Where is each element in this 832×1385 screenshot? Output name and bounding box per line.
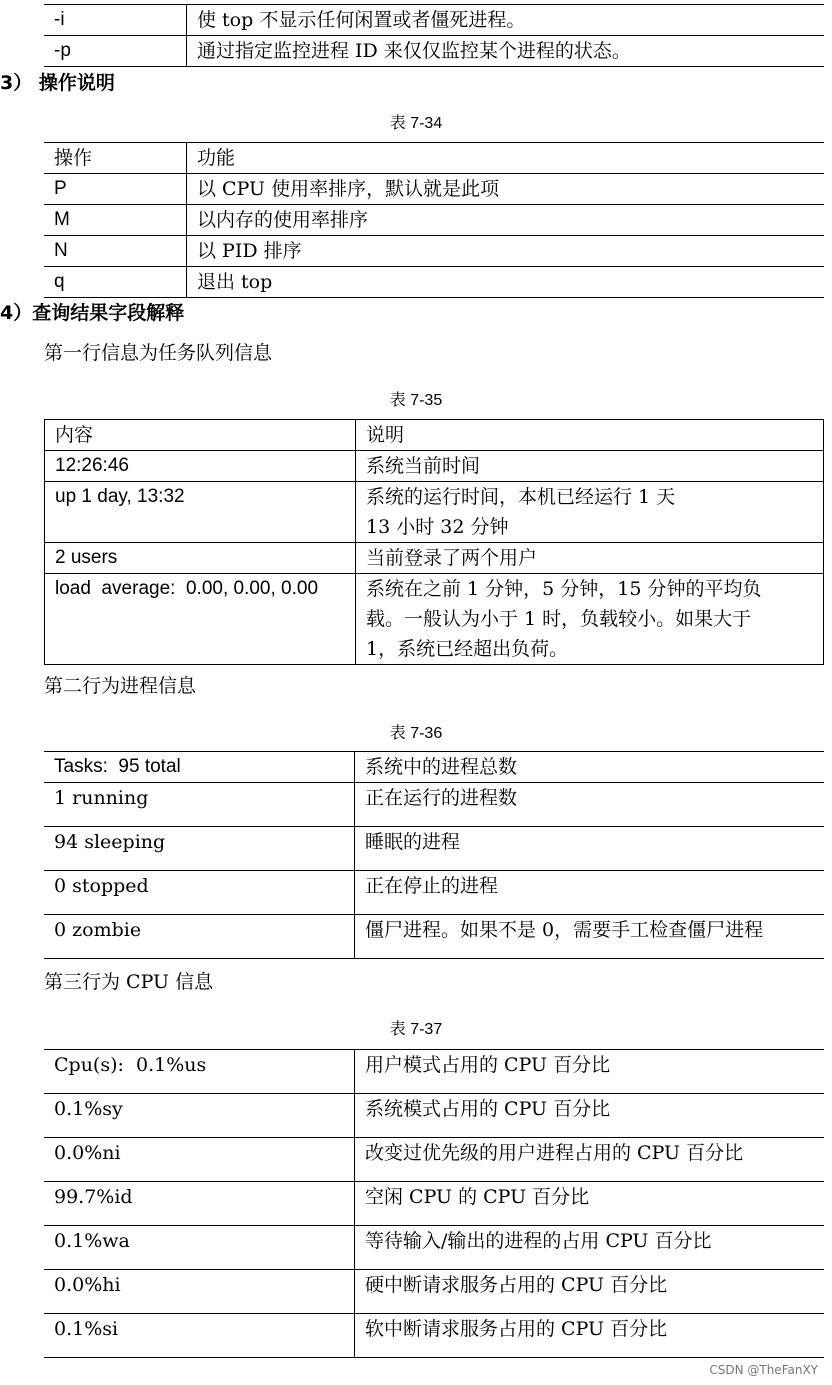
cell-line: 载。一般认为小于 1 时，负载较小。如果大于 (366, 608, 752, 630)
table-cell (356, 574, 824, 665)
cell-line: 1，系统已经超出负荷。 (366, 638, 569, 660)
table-row (44, 5, 824, 36)
cell-line: 系统的运行时间，本机已经运行 1 天 (366, 486, 676, 508)
watermark: CSDN @TheFanXY (709, 1363, 818, 1377)
section-heading-3: 3） 操作说明 (0, 72, 115, 94)
table-cell: 以内存的使用率排序 (187, 205, 825, 236)
table-cell: 系统中的进程总数 (355, 752, 825, 783)
table-header-row (44, 143, 824, 174)
table-cell (356, 482, 824, 543)
table-cell: 以 PID 排序 (187, 236, 825, 267)
table-cell: 0 zombie (44, 915, 355, 959)
table-cell: 0 stopped (44, 871, 355, 915)
table-row (44, 174, 824, 205)
table-header-row (45, 420, 824, 451)
table-cell: 改变过优先级的用户进程占用的 CPU 百分比 (355, 1138, 825, 1182)
table-row (44, 1270, 824, 1314)
table-row (44, 236, 824, 267)
options-table (44, 4, 824, 67)
table-row (45, 451, 824, 482)
table-cell: Tasks: 95 total (44, 752, 355, 783)
table-row (45, 574, 824, 665)
table-row (44, 827, 824, 871)
option-desc: 使 top 不显示任何闲置或者僵死进程。 (187, 5, 825, 36)
table-cell: 硬中断请求服务占用的 CPU 百分比 (355, 1270, 825, 1314)
table-cell: 0.0%ni (44, 1138, 355, 1182)
table-row (45, 482, 824, 543)
table-row (45, 543, 824, 574)
table-cell: 2 users (45, 543, 356, 574)
table-row (44, 1314, 824, 1358)
table-cell: P (44, 174, 187, 205)
table-row (44, 915, 824, 959)
table-cell: load average: 0.00, 0.00, 0.00 (45, 574, 356, 665)
header-cell: 功能 (187, 143, 825, 174)
table-cell: q (44, 267, 187, 298)
table-row (44, 1094, 824, 1138)
table-cell: M (44, 205, 187, 236)
table-cell: 正在运行的进程数 (355, 783, 825, 827)
table-7-36 (44, 751, 824, 959)
table-cell: 以 CPU 使用率排序，默认就是此项 (187, 174, 825, 205)
option-key: -i (44, 5, 187, 36)
table-cell: 退出 top (187, 267, 825, 298)
table-cell: 系统模式占用的 CPU 百分比 (355, 1094, 825, 1138)
header-cell: 内容 (45, 420, 356, 451)
table-cell: 空闲 CPU 的 CPU 百分比 (355, 1182, 825, 1226)
paragraph-line-2: 第二行为进程信息 (44, 675, 197, 697)
table-cell: 等待输入/输出的进程的占用 CPU 百分比 (355, 1226, 825, 1270)
table-row (44, 752, 824, 783)
table-row (44, 267, 824, 298)
table-cell: 99.7%id (44, 1182, 355, 1226)
table-7-37 (44, 1049, 824, 1358)
table-cell: 软中断请求服务占用的 CPU 百分比 (355, 1314, 825, 1358)
table-caption-7-36: 表 7-36 (389, 725, 443, 742)
table-cell: 当前登录了两个用户 (356, 543, 824, 574)
header-cell: 操作 (44, 143, 187, 174)
table-cell: 0.1%si (44, 1314, 355, 1358)
table-cell: 12:26:46 (45, 451, 356, 482)
table-row (44, 1138, 824, 1182)
header-cell: 说明 (356, 420, 824, 451)
table-cell: 0.1%wa (44, 1226, 355, 1270)
table-row (44, 871, 824, 915)
table-cell: 1 running (44, 783, 355, 827)
table-cell: 僵尸进程。如果不是 0，需要手工检查僵尸进程 (355, 915, 825, 959)
paragraph-line-3: 第三行为 CPU 信息 (44, 971, 214, 993)
table-row (44, 1226, 824, 1270)
table-row (44, 1050, 824, 1094)
option-desc: 通过指定监控进程 ID 来仅仅监控某个进程的状态。 (187, 36, 825, 67)
table-cell: 睡眠的进程 (355, 827, 825, 871)
table-cell: up 1 day, 13:32 (45, 482, 356, 543)
table-caption-7-37: 表 7-37 (389, 1021, 443, 1038)
table-cell: N (44, 236, 187, 267)
table-cell: 0.1%sy (44, 1094, 355, 1138)
table-7-34 (44, 142, 824, 298)
cell-line: 13 小时 32 分钟 (366, 516, 509, 538)
table-row (44, 783, 824, 827)
table-row (44, 36, 824, 67)
table-caption-7-34: 表 7-34 (389, 115, 443, 132)
table-caption-7-35: 表 7-35 (389, 392, 443, 409)
table-cell: 系统当前时间 (356, 451, 824, 482)
paragraph-line-1: 第一行信息为任务队列信息 (44, 342, 273, 364)
table-cell: 0.0%hi (44, 1270, 355, 1314)
table-row (44, 205, 824, 236)
table-cell: 正在停止的进程 (355, 871, 825, 915)
table-7-35 (44, 419, 824, 665)
cell-line: 系统在之前 1 分钟，5 分钟，15 分钟的平均负 (366, 578, 762, 600)
table-cell: 94 sleeping (44, 827, 355, 871)
option-key: -p (44, 36, 187, 67)
table-row (44, 1182, 824, 1226)
section-heading-4: 4）查询结果字段解释 (0, 302, 185, 324)
table-cell: Cpu(s): 0.1%us (44, 1050, 355, 1094)
table-cell: 用户模式占用的 CPU 百分比 (355, 1050, 825, 1094)
